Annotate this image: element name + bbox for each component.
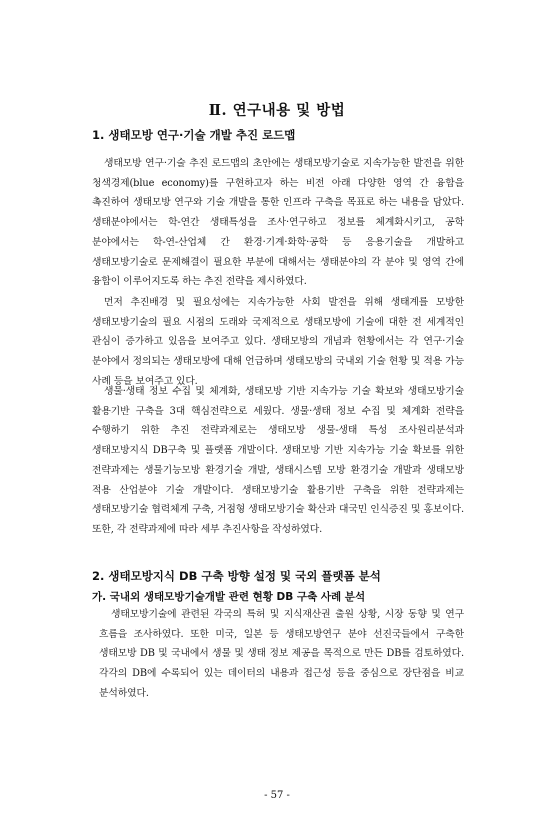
- section-2-heading: 2. 생태모방지식 DB 구축 방향 설정 및 국외 플랫폼 분석: [92, 569, 381, 583]
- section-2-subheading: 가. 국내외 생태모방기술개발 관련 현황 DB 구축 사례 분석: [92, 591, 366, 603]
- section-2-paragraph: 생태모방기술에 관련된 각국의 특허 및 지식재산권 출원 상황, 시장 동향 및 연구 흐름을 조사하였다. 또한 미국, 일본 등 생태모방연구 분야 선진국들에서 구축한 생태모방 DB 및 국내에서 생물 및 생태 정보 제공을 목적으로 만든 DB를 검토하였다. 각각의 DB에 수록되어 있는 데이터의 내용과 접근성 등을 중심으로 장단점을 비교 분석하였다.: [99, 609, 464, 699]
- chapter-title: Ⅱ. 연구내용 및 방법: [208, 102, 346, 119]
- section-1-paragraph-2: 먼저 추진배경 및 필요성에는 지속가능한 사회 발전을 위해 생태계를 모방한 생태모방기술의 필요 시점의 도래와 국제적으로 생태모방에 기술에 대한 전 세계적인 관심이 증가하고 있음을 보여주고 있다. 생태모방의 개념과 현황에서는 각 연구·기술 분야에서 정의되는 생태모방에 대해 언급하며 생태모방의 국내외 기술 현황 및 적용 가능 사례 등을 보여주고 있다.: [92, 297, 464, 387]
- section-1-heading: 1. 생태모방 연구·기술 개발 추진 로드맵: [92, 128, 296, 142]
- section-1-paragraph-1: 생태모방 연구·기술 추진 로드맵의 초안에는 생태모방기술로 지속가능한 발전을 위한 청색경제(blue economy)를 구현하고자 하는 비전 아래 다양한 영역 간 융합을 촉진하여 생태모방 연구와 기술 개발을 통한 인프라 구축을 목표로 하는 내용을 담았다. 생태분야에서는 학-연간 생태특성을 조사·연구하고 정보를 체계화시키고, 공학 분야에서는 학-연-산업체 간 환경·기계·화학·공학 등 응용기술을 개발하고 생태모방기술로 문제해결이 필요한 부분에 대해서는 생태분야의 각 분야 및 영역 간에 융합이 이루어지도록 하는 추진 전략을 제시하였다.: [92, 158, 464, 288]
- section-1-paragraph-3: 생물·생태 정보 수집 및 체계화, 생태모방 기반 지속가능 기술 확보와 생태모방기술 활용기반 구축을 3대 핵심전략으로 세웠다. 생물·생태 정보 수집 및 체계화 전략을 수행하기 위한 추진 전략과제로는 생태모방 생물-생태 특성 조사원리분석과 생태모방지식 DB구축 및 플랫폼 개발이다. 생태모방 기반 지속가능 기술 확보를 위한 전략과제는 생물기능모방 환경기술 개발, 생태시스템 모방 환경기술 개발과 생태모방 적용 산업분야 기술 개발이다. 생태모방기술 활용기반 구축을 위한 전략과제는 생태모방기술 협력체계 구축, 거점형 생태모방기술 확산과 대국민 인식증진 및 홍보이다. 또한, 각 전략과제에 따라 세부 추진사항을 작성하였다.: [92, 386, 464, 535]
- page-number: - 57 -: [264, 790, 290, 801]
